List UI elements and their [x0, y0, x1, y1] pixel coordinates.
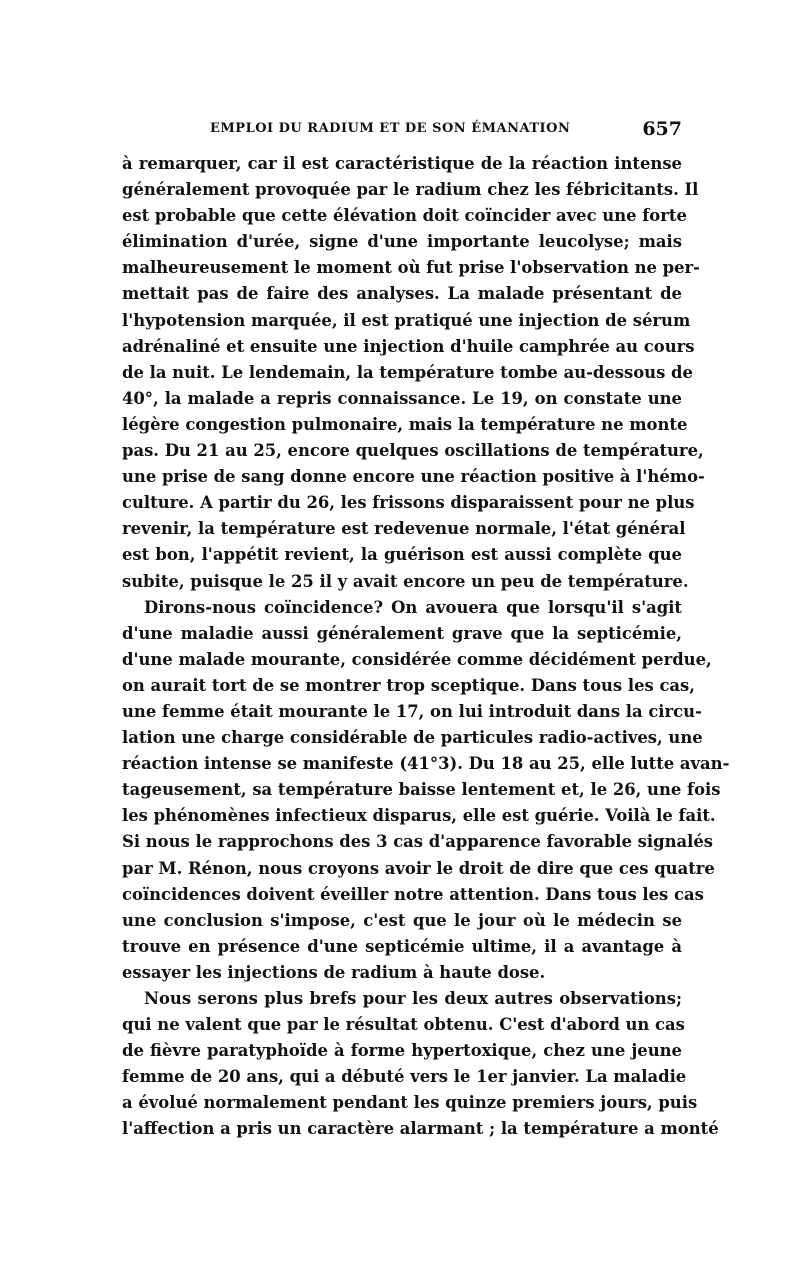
text-line: on aurait tort de se montrer trop sceptique. Dans tous les cas,: [122, 675, 695, 695]
text-line: femme de 20 ans, qui a débuté vers le 1er janvier. La maladie: [122, 1067, 687, 1087]
text-line: d'une maladie aussi généralement grave que la septicémie,: [122, 623, 682, 643]
paragraph-2: [122, 595, 730, 986]
text-line: malheureusement le moment où fut prise l'observation ne per-: [122, 258, 700, 278]
text-line: une femme était mourante le 17, on lui introduit dans la circu-: [122, 701, 702, 721]
text-line: revenir, la température est redevenue normale, l'état général: [122, 519, 686, 539]
running-title: EMPLOI DU RADIUM ET DE SON ÉMANATION: [210, 121, 571, 136]
text-line: trouve en présence d'une septicémie ultime, il a avantage à: [122, 936, 682, 956]
text-line: par M. Rénon, nous croyons avoir le droit de dire que ces quatre: [122, 858, 715, 878]
text-line: Dirons-nous coïncidence? On avouera que lorsqu'il s'agit: [144, 597, 682, 617]
text-line: l'hypotension marquée, il est pratiqué une injection de sérum: [122, 310, 691, 330]
text-line: d'une malade mourante, considérée comme décidément perdue,: [122, 649, 712, 669]
text-line: 40°, la malade a repris connaissance. Le 19, on constate une: [122, 388, 682, 408]
text-line: est bon, l'appétit revient, la guérison est aussi complète que: [122, 545, 682, 565]
text-line: mettait pas de faire des analyses. La malade présentant de: [122, 284, 682, 304]
text-line: de fièvre paratyphoïde à forme hypertoxique, chez une jeune: [122, 1041, 682, 1061]
text-line: légère congestion pulmonaire, mais la température ne monte: [122, 414, 688, 434]
running-header: [210, 118, 682, 140]
text-line: l'affection a pris un caractère alarmant ; la température a monté: [122, 1119, 719, 1139]
text-line: une conclusion s'impose, c'est que le jour où le médecin se: [122, 910, 682, 930]
text-line: coïncidences doivent éveiller notre attention. Dans tous les cas: [122, 884, 704, 904]
text-line: à remarquer, car il est caractéristique de la réaction intense: [122, 154, 682, 173]
paragraph-3: [122, 986, 719, 1143]
page-number: 657: [642, 118, 682, 140]
text-line: essayer les injections de radium à haute dose.: [122, 962, 546, 982]
text-line: adrénaliné et ensuite une injection d'huile camphrée au cours: [122, 336, 695, 356]
body-text: [122, 151, 730, 1143]
text-line: réaction intense se manifeste (41°3). Du 18 au 25, elle lutte avan-: [122, 754, 730, 774]
text-line: une prise de sang donne encore une réaction positive à l'hémo-: [122, 467, 705, 487]
text-line: tageusement, sa température baisse lentement et, le 26, une fois: [122, 780, 721, 800]
text-line: élimination d'urée, signe d'une importante leucolyse; mais: [122, 232, 682, 252]
paragraph-1: [122, 151, 705, 595]
text-line: est probable que cette élévation doit coïncider avec une forte: [122, 206, 687, 226]
text-line: a évolué normalement pendant les quinze premiers jours, puis: [122, 1093, 698, 1113]
text-line: Nous serons plus brefs pour les deux autres observations;: [144, 989, 682, 1008]
text-line: pas. Du 21 au 25, encore quelques oscillations de température,: [122, 441, 704, 461]
text-line: lation une charge considérable de particules radio-actives, une: [122, 728, 703, 748]
text-line: généralement provoquée par le radium chez les fébricitants. Il: [122, 180, 699, 200]
text-line: Si nous le rapprochons des 3 cas d'apparence favorable signalés: [122, 832, 713, 852]
text-line: culture. A partir du 26, les frissons disparaissent pour ne plus: [122, 493, 695, 513]
text-line: les phénomènes infectieux disparus, elle est guérie. Voilà le fait.: [122, 806, 716, 826]
text-line: subite, puisque le 25 il y avait encore un peu de température.: [122, 571, 689, 591]
text-line: qui ne valent que par le résultat obtenu. C'est d'abord un cas: [122, 1015, 685, 1035]
text-line: de la nuit. Le lendemain, la température tombe au-dessous de: [122, 362, 693, 382]
